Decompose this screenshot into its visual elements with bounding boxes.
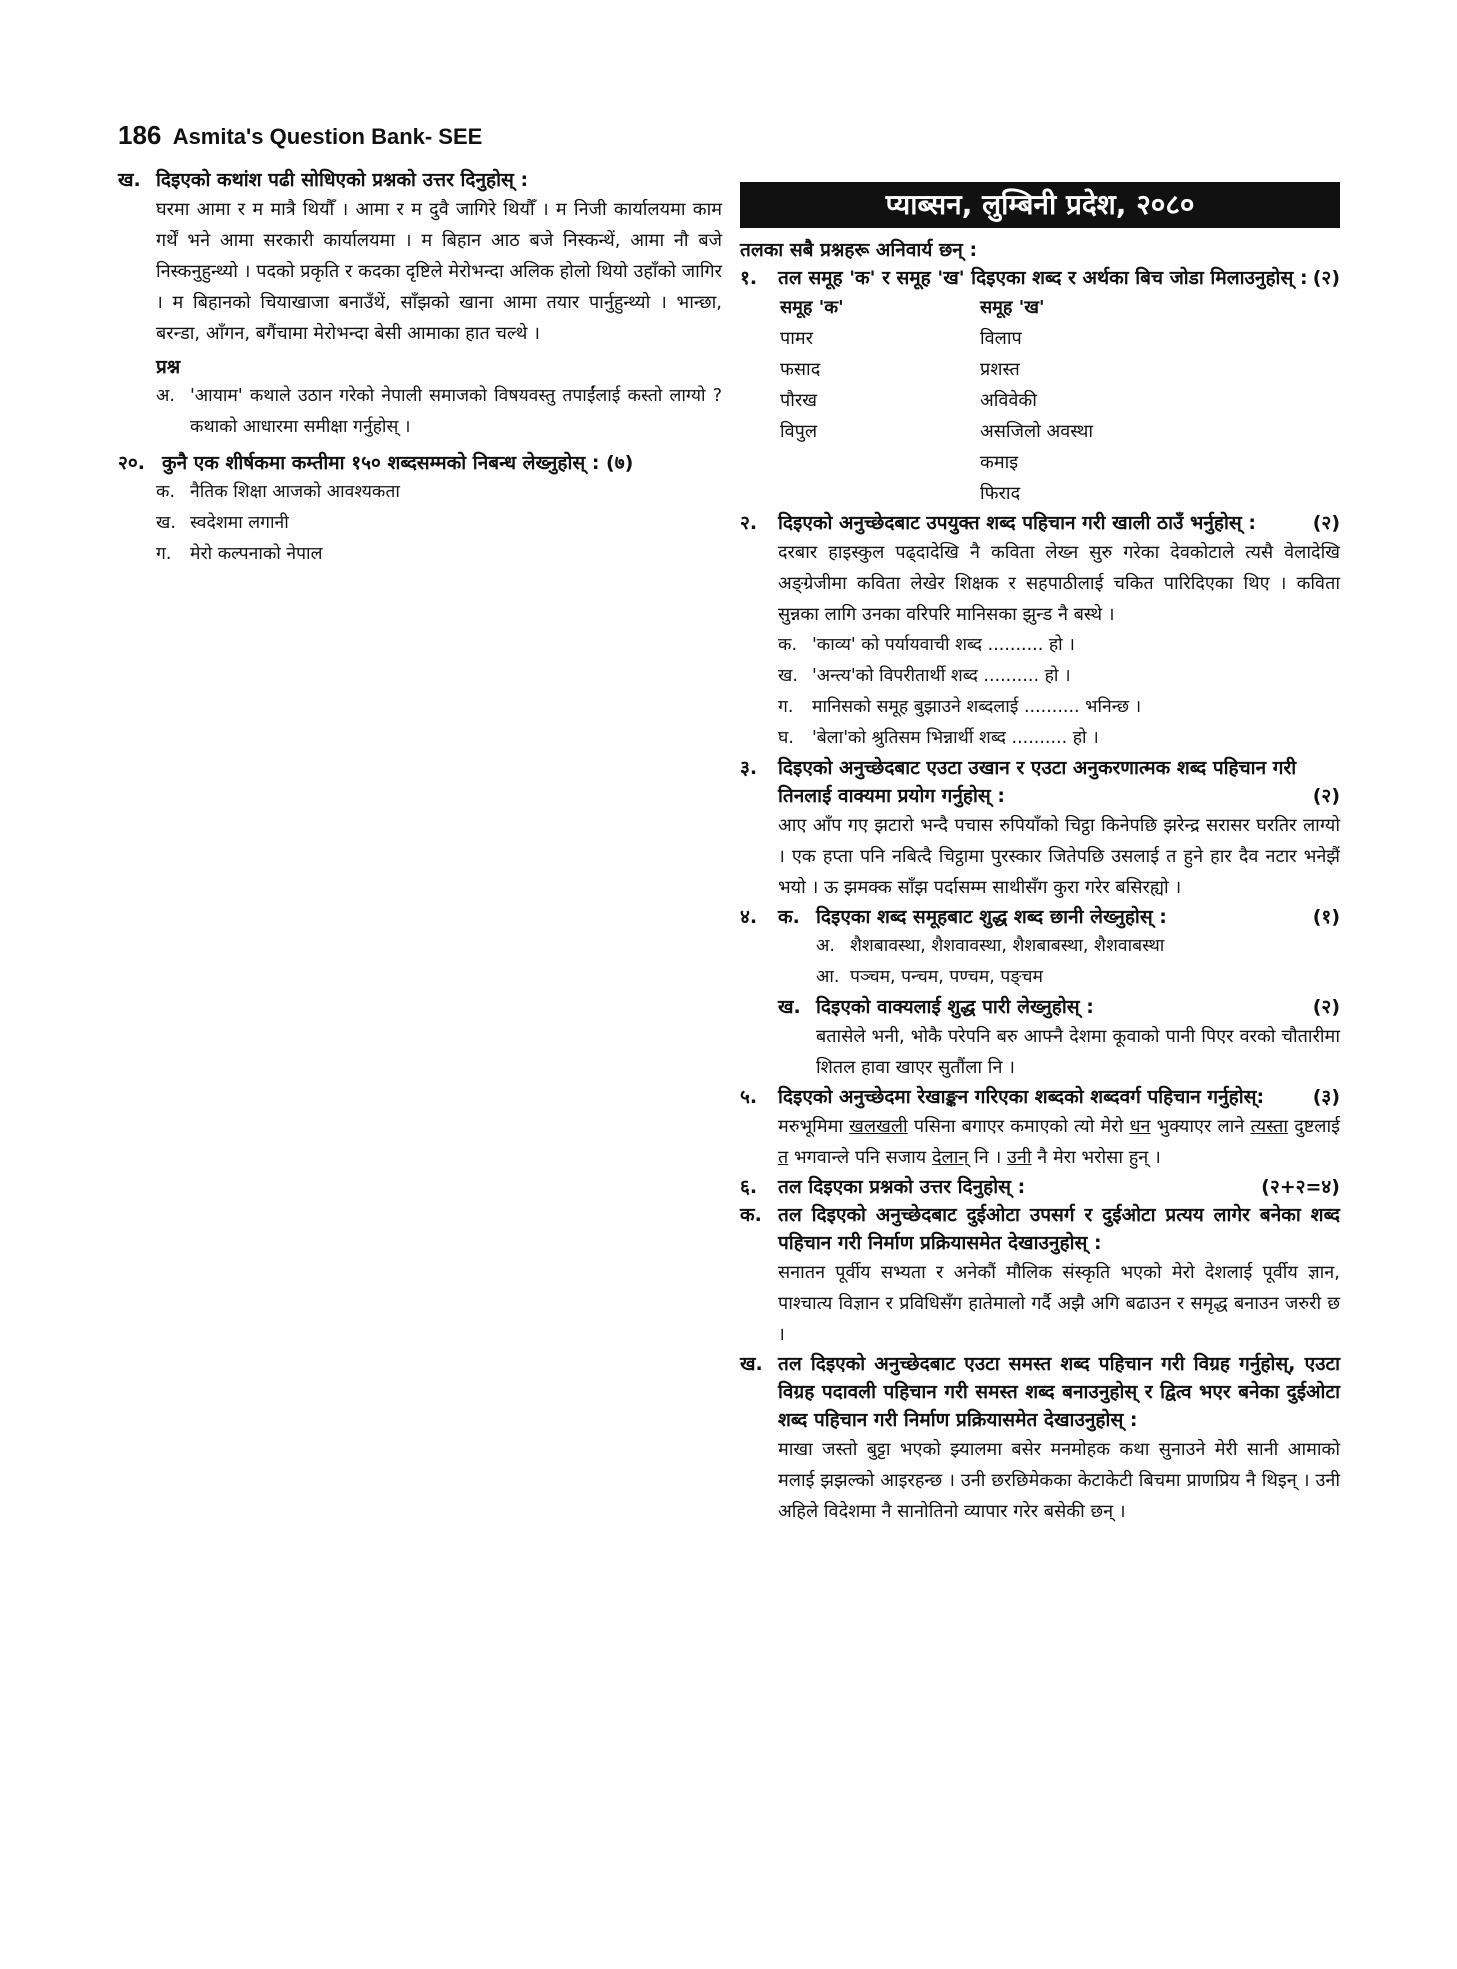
question-3-heading (740, 754, 1340, 810)
question-title: तल समूह 'क' र समूह 'ख' दिइएका शब्द र अर्थका बिच जोडा मिलाउनुहोस् : (778, 267, 1308, 289)
group-a-cell: विपुल (780, 421, 818, 442)
group-a-cell (780, 478, 980, 509)
underlined-word: खलखली (849, 1116, 908, 1137)
group-b-cell: असजिलो अवस्था (980, 421, 1094, 442)
question-title: दिइएका शब्द समूहबाट शुद्ध शब्द छानी लेख्नुहोस् : (816, 906, 1167, 928)
item-number: ख. (778, 666, 798, 686)
marks: (२) (1312, 267, 1340, 289)
list-item (778, 723, 1340, 754)
passage: आए आँप गए झटारो भन्दै पचास रुपियाँको चिट्ठा किनेपछि झरेन्द्र सरासर घरतिर लाग्यो । एक हप्ता पनि नबित्दै चिट्ठामा पुरस्कार जितेपछि उसलाई त हुने हार दैव नटार भनेझैं भयो । ऊ झमक्क साँझ पर्दासम्म साथीसँग कुरा गरेर बसिरह्यो । (778, 815, 1340, 898)
item-number: घ. (778, 728, 794, 748)
story-passage: घरमा आमा र म मात्रै थियौँ । आमा र म दुवै जागिरे थियौँ । म निजी कार्यालयमा काम गर्थें भने आमा सरकारी कार्यालयमा । म बिहान आठ बजे निस्कन्थें, आमा नौ बजे निस्कनुहुन्थ्यो । पदको प्रकृति र कदका दृष्टिले मेरोभन्दा अलिक होलो थियो उहाँको जागिर । म बिहानको चियाखाजा बनाउँथें, साँझको खाना आमा तयार पार्नुहुन्थ्यो । भान्छा, बरन्डा, आँगन, बगैंचामा मेरोभन्दा बेसी आमाका हात चल्थे । (156, 199, 722, 344)
text-run: पसिना बगाएर कमाएको त्यो मेरो (907, 1116, 1130, 1137)
question-6-heading (740, 1173, 1340, 1201)
question-title: दिइएको अनुच्छेदबाट एउटा उखान र एउटा अनुकरणात्मक शब्द पहिचान गरी तिनलाई वाक्यमा प्रयोग गर्नुहोस् : (778, 757, 1297, 807)
list-item (156, 539, 722, 570)
underlined-passage (778, 1111, 1340, 1173)
passage: सनातन पूर्वीय सभ्यता र अनेकौं मौलिक संस्कृति भएको मेरो देशलाई पूर्वीय ज्ञान, पाश्चात्य विज्ञान र प्रविधिसँग हातेमालो गर्दै अझै अगि बढाउन र समृद्ध बनाउन जरुरी छ । (778, 1262, 1340, 1345)
right-column (740, 182, 1340, 1527)
sub-question-number: ख. (740, 1353, 763, 1375)
list-item (778, 630, 1340, 661)
question-title: दिइएको वाक्यलाई शुद्ध पारी लेख्नुहोस् : (816, 996, 1094, 1018)
underlined-word: त्यस्ता (1250, 1116, 1289, 1137)
question-title: तल दिइएका प्रश्नको उत्तर दिनुहोस् : (778, 1176, 1026, 1198)
question-4-kha-heading (778, 993, 1340, 1021)
question-number: २०. (118, 452, 145, 474)
question-title: दिइएको अनुच्छेदमा रेखाङ्कन गरिएका शब्दको शब्दवर्ग पहिचान गर्नुहोस्: (778, 1086, 1265, 1108)
book-title: Asmita's Question Bank- SEE (172, 124, 483, 149)
prashna-label (156, 353, 722, 381)
group-a-cell (780, 447, 980, 478)
question-4-heading (740, 903, 1340, 931)
text-run: नै मेरा भरोसा हुन् । (1031, 1147, 1161, 1168)
item-number: आ. (816, 967, 840, 987)
item-number: क. (778, 635, 798, 655)
question-20-heading (118, 449, 722, 477)
item-text: 'अन्त्य'को विपरीतार्थी शब्द .......... हो । (812, 666, 1071, 686)
group-a-cell: पामर (780, 328, 814, 349)
group-a-cell: पौरख (780, 390, 817, 411)
marks: (३) (1312, 1086, 1340, 1108)
group-b-header: समूह 'ख' (980, 297, 1045, 318)
item-number: ग. (778, 697, 794, 717)
marks: (२) (1312, 996, 1340, 1018)
question-number: ६. (740, 1176, 758, 1198)
list-item (156, 508, 722, 539)
page-number: 186 (118, 120, 162, 150)
question-title: कुनै एक शीर्षकमा कम्तीमा १५० शब्दसम्मको निबन्ध लेख्नुहोस् : (162, 452, 600, 474)
exam-banner: प्याब्सन, लुम्बिनी प्रदेश, २०८० (740, 182, 1340, 228)
group-a-cell: फसाद (780, 359, 821, 380)
text-run: भुक्याएर लाने (1150, 1116, 1251, 1137)
passage: दरबार हाइस्कुल पढ्दादेखि नै कविता लेख्न सुरु गरेका देवकोटाले त्यसै वेलादेखि अङ्ग्रेजीमा कविता लेखेर शिक्षक र सहपाठीलाई चकित पारिदिएका थिए । कविता सुन्नका लागि उनका वरिपरि मानिसका झुन्ड नै बस्थे । (778, 542, 1340, 625)
item-text: 'बेला'को श्रुतिसम भिन्नार्थी शब्द .......... हो । (812, 728, 1099, 748)
list-item (156, 477, 722, 508)
item-text: नैतिक शिक्षा आजको आवश्यकता (190, 482, 400, 502)
group-a-header: समूह 'क' (780, 297, 844, 318)
list-item (778, 692, 1340, 723)
sub-text: 'आयाम' कथाले उठान गरेको नेपाली समाजको विषयवस्तु तपाईंलाई कस्तो लाग्यो ? कथाको आधारमा समीक्षा गर्नुहोस् । (190, 386, 722, 437)
item-number: ग. (156, 544, 172, 564)
question-2-heading (740, 509, 1340, 537)
question-number: ३. (740, 757, 758, 779)
sub-question (156, 381, 722, 443)
match-table (780, 292, 1340, 509)
list-item (816, 931, 1340, 962)
question-number: १. (740, 267, 758, 289)
question-number: ख. (118, 169, 141, 191)
group-b-cell: प्रशस्त (980, 359, 1020, 380)
question-1-heading (740, 264, 1340, 292)
group-b-cell: विलाप (980, 328, 1022, 349)
question-5-heading (740, 1083, 1340, 1111)
group-b-cell: कमाइ (980, 452, 1019, 473)
sub-question-number: ख. (778, 996, 801, 1018)
page-header (118, 120, 482, 151)
item-number: ख. (156, 513, 176, 533)
question-title: तल दिइएको अनुच्छेदबाट एउटा समस्त शब्द पहिचान गरी विग्रह गर्नुहोस्, एउटा विग्रह पदावली पहिचान गरी समस्त शब्द बनाउनुहोस् र द्वित्व भएर बनेका दुईओटा शब्द पहिचान गरी निर्माण प्रक्रियासमेत देखाउनुहोस् : (778, 1353, 1340, 1431)
question-title: दिइएको अनुच्छेदबाट उपयुक्त शब्द पहिचान गरी खाली ठाउँ भर्नुहोस् : (778, 512, 1256, 534)
question-number: ४. (740, 906, 758, 928)
underlined-word: धन (1129, 1116, 1151, 1137)
left-column (118, 166, 722, 570)
instruction: तलका सबै प्रश्नहरू अनिवार्य छन् : (740, 239, 978, 261)
item-text: स्वदेशमा लगानी (190, 513, 289, 533)
text-run: नि । (968, 1147, 1007, 1168)
item-text: मानिसको समूह बुझाउने शब्दलाई .......... भनिन्छ । (812, 697, 1142, 717)
item-number: अ. (816, 936, 835, 956)
marks: (२+२=४) (1261, 1176, 1340, 1198)
passage: बतासेले भनी, भोकै परेपनि बरु आफ्नै देशमा कूवाको पानी पिएर वरको चौतारीमा शितल हावा खाएर सुतौंला नि । (816, 1026, 1340, 1078)
underlined-word: त (778, 1147, 789, 1168)
question-title: तल दिइएको अनुच्छेदबाट दुईओटा उपसर्ग र दुईओटा प्रत्यय लागेर बनेका शब्द पहिचान गरी निर्माण प्रक्रियासमेत देखाउनुहोस् : (778, 1204, 1340, 1254)
item-text: 'काव्य' को पर्यायवाची शब्द .......... हो । (812, 635, 1075, 655)
sub-number: अ. (156, 386, 175, 406)
text-run: दुष्टलाई (1288, 1116, 1340, 1137)
text-run: भगवान्ले पनि सजाय (788, 1147, 932, 1168)
prashna-text: प्रश्न (156, 356, 181, 378)
question-6-kha-heading (740, 1350, 1340, 1434)
question-kha-heading (118, 166, 722, 194)
marks: (१) (1312, 906, 1340, 928)
question-6-ka-heading (740, 1201, 1340, 1257)
item-number: क. (156, 482, 176, 502)
text-run: मरुभूमिमा (778, 1116, 850, 1137)
passage: माखा जस्तो बुट्टा भएको झ्यालमा बसेर मनमोहक कथा सुनाउने मेरी सानी आमाको मलाई झझल्को आइरहन्छ । उनी छरछिमेकका केटाकेटी बिचमा प्राणप्रिय नै थिइन् । उनी अहिले विदेशमा नै सानोतिनो व्यापार गरेर बसेकी छन् । (778, 1439, 1340, 1522)
sub-question-number: क. (778, 906, 800, 928)
item-text: शैशबावस्था, शैशवावस्था, शैशबाबस्था, शैशवाबस्था (850, 936, 1165, 956)
group-b-cell: फिराद (980, 483, 1021, 504)
group-b-cell: अविवेकी (980, 390, 1037, 411)
item-text: मेरो कल्पनाको नेपाल (190, 544, 323, 564)
underlined-word: देलान् (931, 1147, 969, 1168)
question-title: दिइएको कथांश पढी सोधिएको प्रश्नको उत्तर दिनुहोस् : (156, 169, 529, 191)
sub-question-number: क. (740, 1204, 762, 1226)
question-number: ५. (740, 1086, 758, 1108)
list-item (816, 962, 1340, 993)
item-text: पञ्चम, पन्चम, पण्चम, पङ्चम (850, 967, 1043, 987)
marks: (२) (1312, 512, 1340, 534)
underlined-word: उनी (1007, 1147, 1032, 1168)
question-number: २. (740, 512, 758, 534)
marks: (७) (606, 452, 634, 474)
list-item (778, 661, 1340, 692)
marks: (२) (1312, 785, 1340, 807)
